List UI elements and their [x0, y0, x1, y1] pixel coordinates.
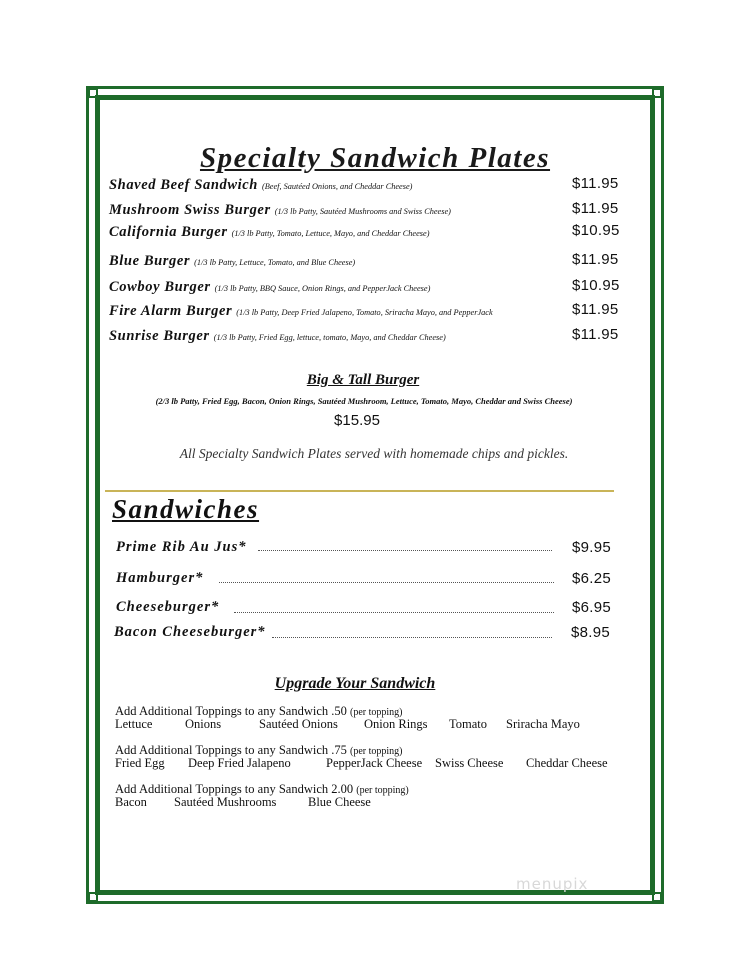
topping-option: Sriracha Mayo: [506, 717, 580, 731]
section-divider: [105, 490, 614, 492]
sandwich-name: Bacon Cheeseburger*: [114, 624, 266, 640]
item-name: Shaved Beef Sandwich: [109, 177, 258, 193]
topping-option: Cheddar Cheese: [526, 756, 608, 770]
page-title: Specialty Sandwich Plates: [199, 142, 551, 174]
per-topping-note: (per topping): [350, 707, 403, 718]
sandwich-price: $8.95: [571, 624, 611, 641]
item-description: (Beef, Sautéed Onions, and Cheddar Cheese): [261, 182, 413, 191]
frame-corner-ornament: [88, 892, 98, 902]
specialty-item: [109, 302, 493, 320]
topping-option: Onions: [185, 717, 222, 731]
topping-option: Sautéed Onions: [259, 717, 338, 731]
plates-note: All Specialty Sandwich Plates served with homemade chips and pickles.: [179, 446, 569, 461]
sandwich-name: Prime Rib Au Jus*: [116, 539, 247, 555]
item-description: (1/3 lb Patty, Tomato, Lettuce, Mayo, and Cheddar Cheese): [231, 229, 430, 238]
item-price: $10.95: [572, 277, 620, 294]
topping-option: Sautéed Mushrooms: [174, 795, 277, 809]
dot-leader: [234, 612, 554, 613]
specialty-item: [109, 223, 429, 241]
upgrade-tier-text: Add Additional Toppings to any Sandwich .50: [115, 704, 347, 718]
specialty-item: [109, 327, 446, 345]
topping-option: Lettuce: [115, 717, 153, 731]
per-topping-note: (per topping): [356, 785, 409, 796]
item-description: (1/3 lb Patty, Deep Fried Jalapeno, Tomato, Sriracha Mayo, and PepperJack: [236, 308, 493, 317]
sandwich-price: $9.95: [572, 539, 612, 556]
item-name: Cowboy Burger: [109, 279, 211, 295]
upgrade-tier-text: Add Additional Toppings to any Sandwich .75: [115, 743, 347, 757]
item-name: Blue Burger: [109, 253, 191, 269]
item-name: Fire Alarm Burger: [109, 303, 233, 319]
topping-option: Swiss Cheese: [435, 756, 504, 770]
per-topping-note: (per topping): [350, 746, 403, 757]
sandwich-name: Hamburger*: [116, 570, 204, 586]
item-description: (1/3 lb Patty, Lettuce, Tomato, and Blue Cheese): [194, 258, 356, 267]
item-price: $11.95: [572, 200, 619, 217]
big-tall-price: $15.95: [334, 412, 380, 429]
frame-corner-ornament: [88, 88, 98, 98]
topping-option: Deep Fried Jalapeno: [188, 756, 291, 770]
specialty-item: [109, 278, 430, 296]
dot-leader: [219, 582, 554, 583]
item-name: Sunrise Burger: [109, 328, 210, 344]
item-price: $10.95: [572, 222, 620, 239]
item-description: (1/3 lb Patty, Fried Egg, lettuce, tomato, Mayo, and Cheddar Cheese): [213, 333, 446, 342]
topping-option: Blue Cheese: [308, 795, 371, 809]
watermark-logo: menupix: [516, 875, 589, 893]
topping-option: Bacon: [115, 795, 147, 809]
dot-leader: [272, 637, 552, 638]
specialty-item: [109, 252, 355, 270]
item-price: $11.95: [572, 175, 619, 192]
big-tall-title: Big & Tall Burger: [306, 372, 420, 388]
topping-option: Tomato: [449, 717, 488, 731]
big-tall-description: (2/3 lb Patty, Fried Egg, Bacon, Onion Rings, Sautéed Mushroom, Lettuce, Tomato, Mayo, Cheddar and Swiss Cheese): [155, 396, 573, 406]
item-description: (1/3 lb Patty, BBQ Sauce, Onion Rings, and PepperJack Cheese): [214, 284, 431, 293]
item-name: Mushroom Swiss Burger: [109, 202, 271, 218]
topping-option: PepperJack Cheese: [326, 756, 423, 770]
specialty-item: [109, 201, 451, 219]
sandwich-price: $6.95: [572, 599, 612, 616]
dot-leader: [258, 550, 552, 551]
item-price: $11.95: [572, 326, 619, 343]
sandwiches-title: Sandwiches: [112, 494, 260, 524]
item-price: $11.95: [572, 301, 619, 318]
specialty-item: [109, 176, 412, 194]
sandwich-price: $6.25: [572, 570, 612, 587]
frame-corner-ornament: [652, 88, 662, 98]
upgrade-title: Upgrade Your Sandwich: [274, 675, 436, 692]
item-description: (1/3 lb Patty, Sautéed Mushrooms and Swiss Cheese): [274, 207, 451, 216]
item-price: $11.95: [572, 251, 619, 268]
item-name: California Burger: [109, 224, 228, 240]
topping-option: Fried Egg: [115, 756, 165, 770]
topping-option: Onion Rings: [364, 717, 428, 731]
upgrade-tier-text: Add Additional Toppings to any Sandwich 2.00: [115, 782, 354, 796]
sandwich-name: Cheeseburger*: [116, 599, 220, 615]
frame-corner-ornament: [652, 892, 662, 902]
